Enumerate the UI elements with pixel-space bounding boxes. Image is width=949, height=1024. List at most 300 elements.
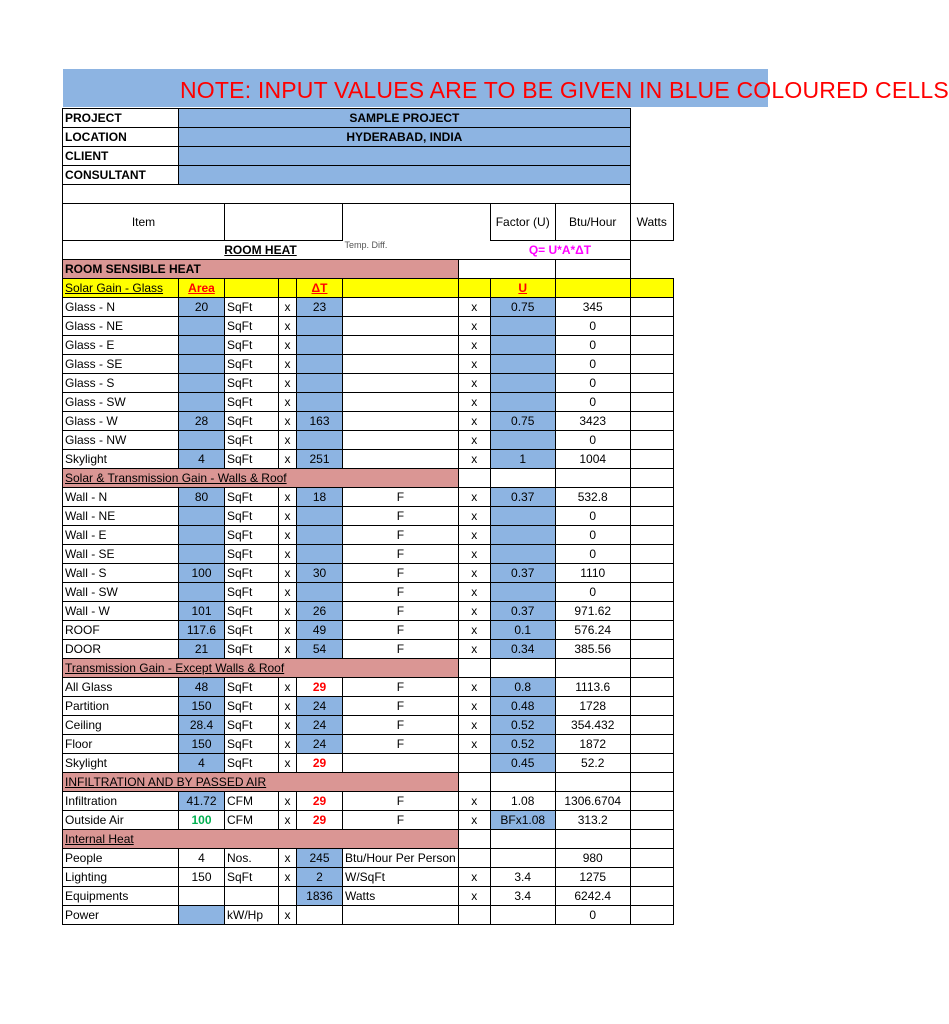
dt-input[interactable]: [297, 583, 343, 602]
temp-diff-partial: Temp. Diff.: [343, 241, 491, 260]
watts-value: [630, 811, 673, 830]
dt-input[interactable]: [297, 431, 343, 450]
row-item: Floor: [63, 735, 179, 754]
unit-label: [225, 887, 279, 906]
dt-input[interactable]: [297, 393, 343, 412]
dt-input[interactable]: 54: [297, 640, 343, 659]
multiply-sign: x: [279, 336, 297, 355]
row-item: Glass - W: [63, 412, 179, 431]
area-input[interactable]: [179, 545, 225, 564]
dt-input[interactable]: 1836: [297, 887, 343, 906]
dt-input[interactable]: 49: [297, 621, 343, 640]
unit-label: SqFt: [225, 640, 279, 659]
watts-value: [630, 374, 673, 393]
heat-load-sheet: [62, 108, 674, 925]
btu-value: 6242.4: [555, 887, 630, 906]
walls-section-title: Solar & Transmission Gain - Walls & Roof: [63, 469, 459, 488]
room-heat-title: ROOM HEAT: [179, 241, 343, 260]
factor-unit: F: [343, 735, 459, 754]
area-input[interactable]: 41.72: [179, 792, 225, 811]
table-row: [63, 336, 674, 355]
table-row: [63, 792, 674, 811]
unit-label: SqFt: [225, 412, 279, 431]
unit-label: SqFt: [225, 355, 279, 374]
multiply-sign: x: [279, 602, 297, 621]
area-input[interactable]: [179, 355, 225, 374]
u-factor-input: 3.4: [490, 887, 555, 906]
unit-label: SqFt: [225, 602, 279, 621]
u-factor-input[interactable]: BFx1.08: [490, 811, 555, 830]
unit-label: SqFt: [225, 336, 279, 355]
walls-section-row: [63, 469, 674, 488]
multiply-sign: x: [458, 678, 490, 697]
u-factor-input[interactable]: 0.75: [490, 412, 555, 431]
row-item: Partition: [63, 697, 179, 716]
row-item: Glass - NW: [63, 431, 179, 450]
infiltration-section-row: [63, 773, 674, 792]
area-input[interactable]: 101: [179, 602, 225, 621]
factor-header: Factor (U): [490, 204, 555, 241]
u-factor-input: 1.08: [490, 792, 555, 811]
unit-label: SqFt: [225, 564, 279, 583]
multiply-sign: x: [279, 298, 297, 317]
room-sensible-heat-title: ROOM SENSIBLE HEAT: [63, 260, 459, 279]
multiply-sign: x: [458, 507, 490, 526]
table-row: [63, 621, 674, 640]
row-item: Glass - NE: [63, 317, 179, 336]
multiply-sign: x: [458, 583, 490, 602]
multiply-sign: x: [458, 887, 490, 906]
multiply-sign: x: [279, 450, 297, 469]
row-item: Outside Air: [63, 811, 179, 830]
solar-gain-glass-title: Solar Gain - Glass: [63, 279, 179, 298]
column-header-row: [63, 204, 674, 241]
multiply-sign: x: [279, 374, 297, 393]
row-item: Glass - N: [63, 298, 179, 317]
factor-unit: [343, 298, 459, 317]
multiply-sign: x: [458, 564, 490, 583]
u-factor-input[interactable]: [490, 583, 555, 602]
consultant-label: CONSULTANT: [63, 166, 179, 185]
dt-input: 29: [297, 754, 343, 773]
row-item: Glass - SW: [63, 393, 179, 412]
u-factor-input[interactable]: [490, 431, 555, 450]
row-item: Infiltration: [63, 792, 179, 811]
dt-input[interactable]: 2: [297, 868, 343, 887]
room-heat-row: [63, 241, 674, 260]
unit-label: SqFt: [225, 374, 279, 393]
area-input[interactable]: 80: [179, 488, 225, 507]
table-row: [63, 678, 674, 697]
area-input[interactable]: [179, 336, 225, 355]
unit-label: CFM: [225, 811, 279, 830]
unit-label: SqFt: [225, 697, 279, 716]
u-factor-input: [490, 906, 555, 925]
u-factor-input[interactable]: 0.37: [490, 602, 555, 621]
formula-label: Q= U*A*ΔT: [490, 241, 630, 260]
btu-value: 52.2: [555, 754, 630, 773]
multiply-sign: x: [279, 526, 297, 545]
u-factor-input[interactable]: 0.37: [490, 564, 555, 583]
multiply-sign: x: [279, 431, 297, 450]
dt-input[interactable]: 163: [297, 412, 343, 431]
multiply-sign: x: [458, 450, 490, 469]
factor-unit: F: [343, 621, 459, 640]
area-input[interactable]: 20: [179, 298, 225, 317]
btu-value: 1110: [555, 564, 630, 583]
transmission-section-title: Transmission Gain - Except Walls & Roof: [63, 659, 459, 678]
area-input[interactable]: 28: [179, 412, 225, 431]
dt-input[interactable]: [297, 507, 343, 526]
dt-input[interactable]: 26: [297, 602, 343, 621]
dt-input[interactable]: 24: [297, 735, 343, 754]
unit-label: SqFt: [225, 507, 279, 526]
dt-input[interactable]: 251: [297, 450, 343, 469]
unit-label: SqFt: [225, 450, 279, 469]
row-item: Wall - S: [63, 564, 179, 583]
dt-header: ΔT: [297, 279, 343, 298]
multiply-sign: x: [458, 716, 490, 735]
area-input: 4: [179, 849, 225, 868]
watts-value: [630, 488, 673, 507]
factor-unit: [343, 355, 459, 374]
unit-label: SqFt: [225, 754, 279, 773]
unit-label: SqFt: [225, 621, 279, 640]
table-row: [63, 735, 674, 754]
btu-value: 0: [555, 374, 630, 393]
u-factor-input[interactable]: 0.75: [490, 298, 555, 317]
btu-value: 576.24: [555, 621, 630, 640]
area-input[interactable]: [179, 507, 225, 526]
table-row: [63, 507, 674, 526]
watts-value: [630, 754, 673, 773]
multiply-sign: x: [279, 735, 297, 754]
multiply-sign: x: [279, 792, 297, 811]
u-factor-input[interactable]: [490, 507, 555, 526]
u-header: U: [490, 279, 555, 298]
factor-unit: F: [343, 792, 459, 811]
multiply-sign: x: [458, 640, 490, 659]
factor-unit: F: [343, 507, 459, 526]
multiply-sign: [458, 754, 490, 773]
factor-unit: Watts: [343, 887, 459, 906]
area-input[interactable]: 150: [179, 697, 225, 716]
watts-value: [630, 545, 673, 564]
table-row: [63, 317, 674, 336]
dt-input[interactable]: 23: [297, 298, 343, 317]
multiply-sign: x: [458, 412, 490, 431]
dt-input[interactable]: 24: [297, 697, 343, 716]
internal-section-title: Internal Heat: [63, 830, 459, 849]
solar-gain-glass-row: [63, 279, 674, 298]
factor-unit: [343, 336, 459, 355]
row-item: ROOF: [63, 621, 179, 640]
watts-value: [630, 735, 673, 754]
row-item: Lighting: [63, 868, 179, 887]
area-input[interactable]: [179, 526, 225, 545]
dt-input[interactable]: [297, 526, 343, 545]
factor-unit: F: [343, 640, 459, 659]
multiply-sign: x: [458, 431, 490, 450]
btu-value: 0: [555, 583, 630, 602]
multiply-sign: x: [279, 583, 297, 602]
area-input[interactable]: [179, 317, 225, 336]
area-input[interactable]: [179, 374, 225, 393]
multiply-sign: x: [458, 697, 490, 716]
watts-value: [630, 792, 673, 811]
btu-header: Btu/Hour: [555, 204, 630, 241]
internal-section-row: [63, 830, 674, 849]
multiply-sign: x: [458, 393, 490, 412]
table-row: [63, 355, 674, 374]
dt-input[interactable]: 245: [297, 849, 343, 868]
location-row: [63, 128, 674, 147]
unit-label: SqFt: [225, 393, 279, 412]
area-input[interactable]: [179, 431, 225, 450]
btu-value: 385.56: [555, 640, 630, 659]
multiply-sign: [458, 906, 490, 925]
consultant-row: [63, 166, 674, 185]
btu-value: 0: [555, 545, 630, 564]
table-row: [63, 298, 674, 317]
u-factor-input[interactable]: 0.52: [490, 716, 555, 735]
dt-input[interactable]: [297, 374, 343, 393]
client-row: [63, 147, 674, 166]
multiply-sign: x: [458, 336, 490, 355]
factor-unit: F: [343, 697, 459, 716]
btu-value: 1004: [555, 450, 630, 469]
multiply-sign: x: [458, 374, 490, 393]
area-input[interactable]: 4: [179, 450, 225, 469]
unit-label: SqFt: [225, 431, 279, 450]
u-factor-input[interactable]: 0.52: [490, 735, 555, 754]
btu-value: 3423: [555, 412, 630, 431]
u-factor-input[interactable]: 0.8: [490, 678, 555, 697]
btu-value: 1306.6704: [555, 792, 630, 811]
area-input[interactable]: 28.4: [179, 716, 225, 735]
multiply-sign: x: [279, 393, 297, 412]
btu-value: 313.2: [555, 811, 630, 830]
dt-input[interactable]: 30: [297, 564, 343, 583]
dt-input[interactable]: 24: [297, 716, 343, 735]
dt-input[interactable]: [297, 336, 343, 355]
multiply-sign: x: [279, 507, 297, 526]
multiply-sign: x: [279, 355, 297, 374]
btu-value: 971.62: [555, 602, 630, 621]
unit-label: SqFt: [225, 545, 279, 564]
multiply-sign: x: [279, 545, 297, 564]
item-header: Item: [63, 204, 225, 241]
table-row: [63, 412, 674, 431]
u-factor-input: 3.4: [490, 868, 555, 887]
dt-input: [297, 906, 343, 925]
btu-value: 345: [555, 298, 630, 317]
u-factor-input[interactable]: 0.34: [490, 640, 555, 659]
row-item: Equipments: [63, 887, 179, 906]
factor-unit: [343, 317, 459, 336]
watts-value: [630, 678, 673, 697]
row-item: People: [63, 849, 179, 868]
multiply-sign: x: [458, 488, 490, 507]
row-item: Skylight: [63, 754, 179, 773]
multiply-sign: x: [458, 355, 490, 374]
factor-unit: F: [343, 488, 459, 507]
client-value[interactable]: [179, 147, 631, 166]
u-factor-input[interactable]: [490, 336, 555, 355]
factor-unit: [343, 431, 459, 450]
u-factor-input[interactable]: [490, 317, 555, 336]
location-value[interactable]: HYDERABAD, INDIA: [179, 128, 631, 147]
room-sensible-heat-row: [63, 260, 674, 279]
table-row: [63, 545, 674, 564]
watts-value: [630, 412, 673, 431]
btu-value: 532.8: [555, 488, 630, 507]
watts-value: [630, 393, 673, 412]
btu-value: 0: [555, 317, 630, 336]
factor-unit: Btu/Hour Per Person: [343, 849, 459, 868]
factor-unit: [343, 754, 459, 773]
row-item: Wall - SE: [63, 545, 179, 564]
watts-value: [630, 602, 673, 621]
area-input[interactable]: [179, 906, 225, 925]
watts-value: [630, 564, 673, 583]
infiltration-section-title: INFILTRATION AND BY PASSED AIR: [63, 773, 459, 792]
area-input[interactable]: 150: [179, 735, 225, 754]
multiply-sign: [279, 887, 297, 906]
factor-unit: F: [343, 526, 459, 545]
table-row: [63, 583, 674, 602]
transmission-section-row: [63, 659, 674, 678]
input-note: NOTE: INPUT VALUES ARE TO BE GIVEN IN BLUE COLOURED CELLS: [180, 77, 949, 103]
table-row: [63, 754, 674, 773]
btu-value: 0: [555, 336, 630, 355]
dt-input[interactable]: 18: [297, 488, 343, 507]
watts-value: [630, 298, 673, 317]
multiply-sign: x: [279, 640, 297, 659]
watts-value: [630, 431, 673, 450]
area-input[interactable]: 100: [179, 564, 225, 583]
area-input: 100: [179, 811, 225, 830]
table-row: [63, 716, 674, 735]
table-row: [63, 450, 674, 469]
multiply-sign: x: [458, 811, 490, 830]
factor-unit: F: [343, 811, 459, 830]
multiply-sign: x: [458, 792, 490, 811]
unit-label: kW/Hp: [225, 906, 279, 925]
consultant-value[interactable]: [179, 166, 631, 185]
watts-header: Watts: [630, 204, 673, 241]
client-label: CLIENT: [63, 147, 179, 166]
row-item: Wall - E: [63, 526, 179, 545]
row-item: Glass - S: [63, 374, 179, 393]
factor-unit: F: [343, 716, 459, 735]
factor-unit: [343, 374, 459, 393]
multiply-sign: x: [279, 488, 297, 507]
watts-value: [630, 887, 673, 906]
u-factor-input: [490, 849, 555, 868]
u-factor-input[interactable]: [490, 393, 555, 412]
area-input: [179, 887, 225, 906]
area-input[interactable]: 4: [179, 754, 225, 773]
row-item: Wall - N: [63, 488, 179, 507]
area-header: Area: [179, 279, 225, 298]
table-row: [63, 640, 674, 659]
area-input[interactable]: 117.6: [179, 621, 225, 640]
area-input[interactable]: 48: [179, 678, 225, 697]
watts-value: [630, 868, 673, 887]
dt-input[interactable]: [297, 545, 343, 564]
watts-value: [630, 906, 673, 925]
u-factor-input[interactable]: 1: [490, 450, 555, 469]
project-label: PROJECT: [63, 109, 179, 128]
factor-unit: [343, 450, 459, 469]
u-factor-input[interactable]: [490, 545, 555, 564]
factor-unit: F: [343, 545, 459, 564]
project-row: [63, 109, 674, 128]
row-item: All Glass: [63, 678, 179, 697]
area-input: 150: [179, 868, 225, 887]
area-input[interactable]: [179, 393, 225, 412]
dt-input: 29: [297, 678, 343, 697]
btu-value: 0: [555, 431, 630, 450]
table-row: [63, 526, 674, 545]
area-input[interactable]: [179, 583, 225, 602]
u-factor-input[interactable]: [490, 355, 555, 374]
u-factor-input[interactable]: 0.48: [490, 697, 555, 716]
row-item: Ceiling: [63, 716, 179, 735]
u-factor-input[interactable]: [490, 526, 555, 545]
dt-input[interactable]: [297, 355, 343, 374]
unit-label: Nos.: [225, 849, 279, 868]
multiply-sign: x: [279, 906, 297, 925]
table-row: [63, 887, 674, 906]
row-item: Wall - W: [63, 602, 179, 621]
watts-value: [630, 355, 673, 374]
btu-value: 0: [555, 355, 630, 374]
u-factor-input[interactable]: 0.37: [490, 488, 555, 507]
u-factor-input[interactable]: 0.45: [490, 754, 555, 773]
u-factor-input[interactable]: 0.1: [490, 621, 555, 640]
table-row: [63, 374, 674, 393]
factor-unit: W/SqFt: [343, 868, 459, 887]
watts-value: [630, 583, 673, 602]
btu-value: 980: [555, 849, 630, 868]
watts-value: [630, 450, 673, 469]
watts-value: [630, 716, 673, 735]
unit-label: SqFt: [225, 317, 279, 336]
table-row: [63, 431, 674, 450]
area-input[interactable]: 21: [179, 640, 225, 659]
unit-label: SqFt: [225, 868, 279, 887]
table-row: [63, 564, 674, 583]
dt-input: 29: [297, 792, 343, 811]
unit-label: SqFt: [225, 583, 279, 602]
multiply-sign: x: [279, 412, 297, 431]
factor-unit: [343, 906, 459, 925]
multiply-sign: x: [279, 697, 297, 716]
watts-value: [630, 317, 673, 336]
unit-label: SqFt: [225, 735, 279, 754]
factor-unit: F: [343, 583, 459, 602]
multiply-sign: x: [458, 317, 490, 336]
dt-input[interactable]: [297, 317, 343, 336]
row-item: Wall - NE: [63, 507, 179, 526]
project-value[interactable]: SAMPLE PROJECT: [179, 109, 631, 128]
multiply-sign: x: [279, 811, 297, 830]
table-row: [63, 868, 674, 887]
u-factor-input[interactable]: [490, 374, 555, 393]
btu-value: 0: [555, 526, 630, 545]
